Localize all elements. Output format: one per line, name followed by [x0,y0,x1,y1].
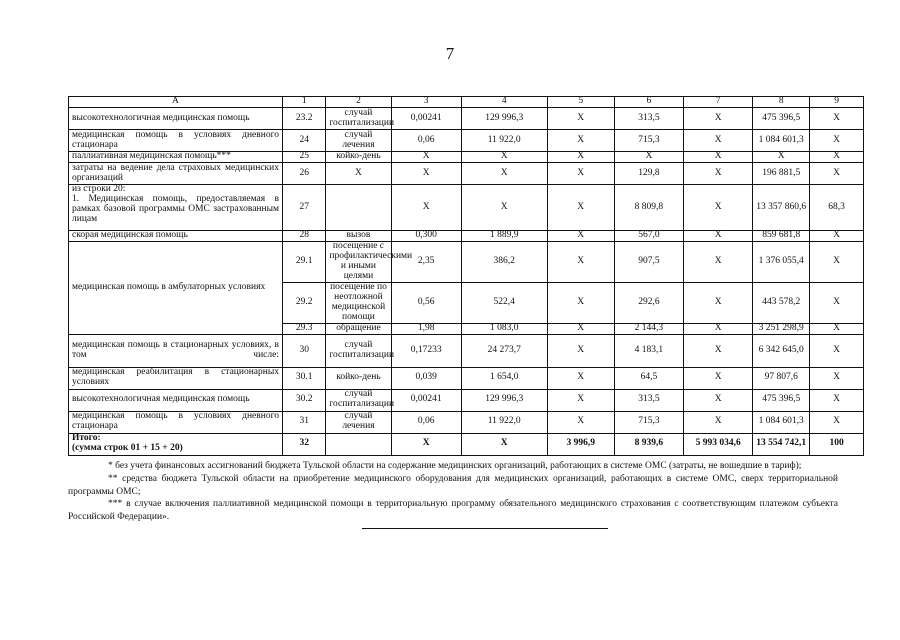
value-cell: 386,2 [461,242,547,283]
row-code: 23.2 [282,108,325,130]
value-cell: 0,00241 [391,108,461,130]
value-cell: X [547,242,614,283]
value-cell: X [810,282,864,323]
row-code: 25 [282,152,325,163]
value-cell: 1 889,9 [461,231,547,242]
unit-cell [326,185,391,231]
value-cell: 13 554 742,1 [753,433,810,455]
value-cell: 11 922,0 [461,411,547,433]
value-cell: X [810,367,864,389]
closing-line [362,528,608,529]
value-cell: 8 809,8 [614,185,683,231]
table-row [69,152,864,163]
value-cell: 292,6 [614,282,683,323]
value-cell: X [547,411,614,433]
header-cell: 1 [282,97,325,108]
row-code: 32 [282,433,325,455]
row-code: 30 [282,334,325,367]
value-cell: X [684,231,753,242]
row-code: 29.2 [282,282,325,323]
value-cell: 1 084 601,3 [753,130,810,152]
row-code: 27 [282,185,325,231]
unit-cell: вызов [326,231,391,242]
value-cell: X [753,152,810,163]
value-cell: X [547,282,614,323]
value-cell: 3 996,9 [547,433,614,455]
value-cell: 0,300 [391,231,461,242]
table-row [69,130,864,152]
row-code: 26 [282,163,325,185]
value-cell: X [391,163,461,185]
value-cell: X [684,411,753,433]
row-code: 28 [282,231,325,242]
value-cell: 1 083,0 [461,323,547,334]
table-row [69,242,864,283]
value-cell: X [461,163,547,185]
value-cell: X [684,152,753,163]
value-cell: 129 996,3 [461,389,547,411]
value-cell: 859 681,8 [753,231,810,242]
footnote: * без учета финансовых ассигнований бюджета Тульской области на содержание медицинских организаций, работающих в системе ОМС (затраты, не вошедшие в тариф); [108,461,802,471]
value-cell: X [810,108,864,130]
row-label: медицинская помощь в условиях дневного стационара [69,411,283,433]
value-cell: 8 939,6 [614,433,683,455]
value-cell: 475 396,5 [753,108,810,130]
total-row [69,433,864,455]
unit-cell: обращение [326,323,391,334]
row-label-prefix: из строки 20: [72,184,126,194]
row-code: 29.1 [282,242,325,283]
row-label: затраты на ведение дела страховых медицинских организаций [69,163,283,185]
value-cell: X [461,152,547,163]
table-row [69,231,864,242]
value-cell: X [684,163,753,185]
value-cell: 1 376 055,4 [753,242,810,283]
unit-cell: посещение по неотложной медицинской помощи [326,282,391,323]
header-cell: 6 [614,97,683,108]
total-label-title: Итого: [72,433,101,444]
unit-cell: койко-день [326,367,391,389]
value-cell: 4 183,1 [614,334,683,367]
row-label: высокотехнологичная медицинская помощь [69,108,283,130]
value-cell: 24 273,7 [461,334,547,367]
unit-cell: случай госпитализации [326,334,391,367]
unit-cell [326,433,391,455]
value-cell: X [810,411,864,433]
value-cell: 2 144,3 [614,323,683,334]
value-cell: X [684,282,753,323]
value-cell: X [810,163,864,185]
value-cell: 1 084 601,3 [753,411,810,433]
row-label: паллиативная медицинская помощь*** [69,152,283,163]
value-cell: 13 357 860,6 [753,185,810,231]
unit-cell: койко-день [326,152,391,163]
value-cell: 567,0 [614,231,683,242]
row-code: 30.1 [282,367,325,389]
value-cell: 3 251 298,9 [753,323,810,334]
row-label: медицинская реабилитация в стационарных условиях [69,367,283,389]
value-cell: X [547,323,614,334]
header-cell: А [69,97,283,108]
value-cell: X [391,185,461,231]
value-cell: X [684,242,753,283]
value-cell: 443 578,2 [753,282,810,323]
row-label: медицинская помощь в условиях дневного стационара [69,130,283,152]
value-cell: 196 881,5 [753,163,810,185]
value-cell: 475 396,5 [753,389,810,411]
value-cell: 0,17233 [391,334,461,367]
unit-cell: посещение с профилактическими и иными целями [326,242,391,283]
footnotes [68,460,838,524]
value-cell: 97 807,6 [753,367,810,389]
row-code: 24 [282,130,325,152]
value-cell: 313,5 [614,389,683,411]
value-cell: X [547,185,614,231]
value-cell: 313,5 [614,108,683,130]
header-cell: 3 [391,97,461,108]
header-cell: 9 [810,97,864,108]
value-cell: X [547,163,614,185]
value-cell: 6 342 645,0 [753,334,810,367]
value-cell: 129,8 [614,163,683,185]
row-label-text: 1. Медицинская помощь, предоставляемая в рамках базовой программы ОМС застрахованным лицам [72,193,279,224]
value-cell: X [461,185,547,231]
value-cell: X [684,389,753,411]
value-cell: 100 [810,433,864,455]
value-cell: X [547,108,614,130]
value-cell: X [391,152,461,163]
value-cell: X [547,334,614,367]
row-label: скорая медицинская помощь [69,231,283,242]
value-cell: 0,039 [391,367,461,389]
header-cell: 8 [753,97,810,108]
value-cell: X [810,389,864,411]
value-cell: X [810,242,864,283]
value-cell: X [810,152,864,163]
value-cell: X [684,323,753,334]
row-label: высокотехнологичная медицинская помощь [69,389,283,411]
value-cell: X [547,152,614,163]
value-cell: X [684,130,753,152]
value-cell: X [684,367,753,389]
value-cell: X [810,231,864,242]
header-cell: 7 [684,97,753,108]
value-cell: 2,35 [391,242,461,283]
table-row [69,163,864,185]
value-cell: 907,5 [614,242,683,283]
table-row [69,108,864,130]
value-cell: X [684,185,753,231]
unit-cell: случай лечения [326,130,391,152]
value-cell: 522,4 [461,282,547,323]
value-cell: 11 922,0 [461,130,547,152]
footnote: ** средства бюджета Тульской области на приобретение медицинского оборудования для медицинских организаций, работающих в системе ОМС, сверх территориальной программы ОМС; [68,473,838,497]
value-cell: 715,3 [614,411,683,433]
value-cell: 5 993 034,6 [684,433,753,455]
row-code: 29.3 [282,323,325,334]
value-cell: 0,06 [391,130,461,152]
table-row [69,389,864,411]
row-code: 31 [282,411,325,433]
value-cell: X [684,108,753,130]
header-cell: 2 [326,97,391,108]
table-row [69,185,864,231]
row-label: медицинская помощь в амбулаторных условиях [69,242,283,335]
value-cell: X [810,130,864,152]
unit-cell: случай госпитализации [326,108,391,130]
row-label: медицинская помощь в стационарных условиях, в том числе: [69,334,283,367]
table-header-row [69,97,864,108]
footnote: *** в случае включения паллиативной медицинской помощи в территориальную программу обязательного медицинского страхования с соответствующим платежом субъекта Российской Федерации». [68,499,838,523]
page-number: 7 [445,44,455,63]
value-cell: 0,06 [391,411,461,433]
value-cell: 0,00241 [391,389,461,411]
value-cell: X [614,152,683,163]
value-cell: 715,3 [614,130,683,152]
row-code: 30.2 [282,389,325,411]
header-cell: 4 [461,97,547,108]
table-row [69,367,864,389]
value-cell: 1 654,0 [461,367,547,389]
value-cell: X [547,389,614,411]
value-cell: X [547,367,614,389]
value-cell: 64,5 [614,367,683,389]
total-label [69,433,283,455]
value-cell: 1,98 [391,323,461,334]
table-row [69,334,864,367]
unit-cell: X [326,163,391,185]
value-cell: X [547,130,614,152]
header-cell: 5 [547,97,614,108]
unit-cell: случай госпитализации [326,389,391,411]
total-label-formula: (сумма строк 01 + 15 + 20) [72,443,183,454]
unit-cell: случай лечения [326,411,391,433]
value-cell: 68,3 [810,185,864,231]
value-cell: X [810,334,864,367]
value-cell: X [391,433,461,455]
value-cell: X [684,334,753,367]
table-row [69,411,864,433]
value-cell: 0,56 [391,282,461,323]
financing-table [68,96,864,456]
value-cell: X [461,433,547,455]
value-cell: X [547,231,614,242]
value-cell: X [810,323,864,334]
row-label [69,185,283,231]
value-cell: 129 996,3 [461,108,547,130]
